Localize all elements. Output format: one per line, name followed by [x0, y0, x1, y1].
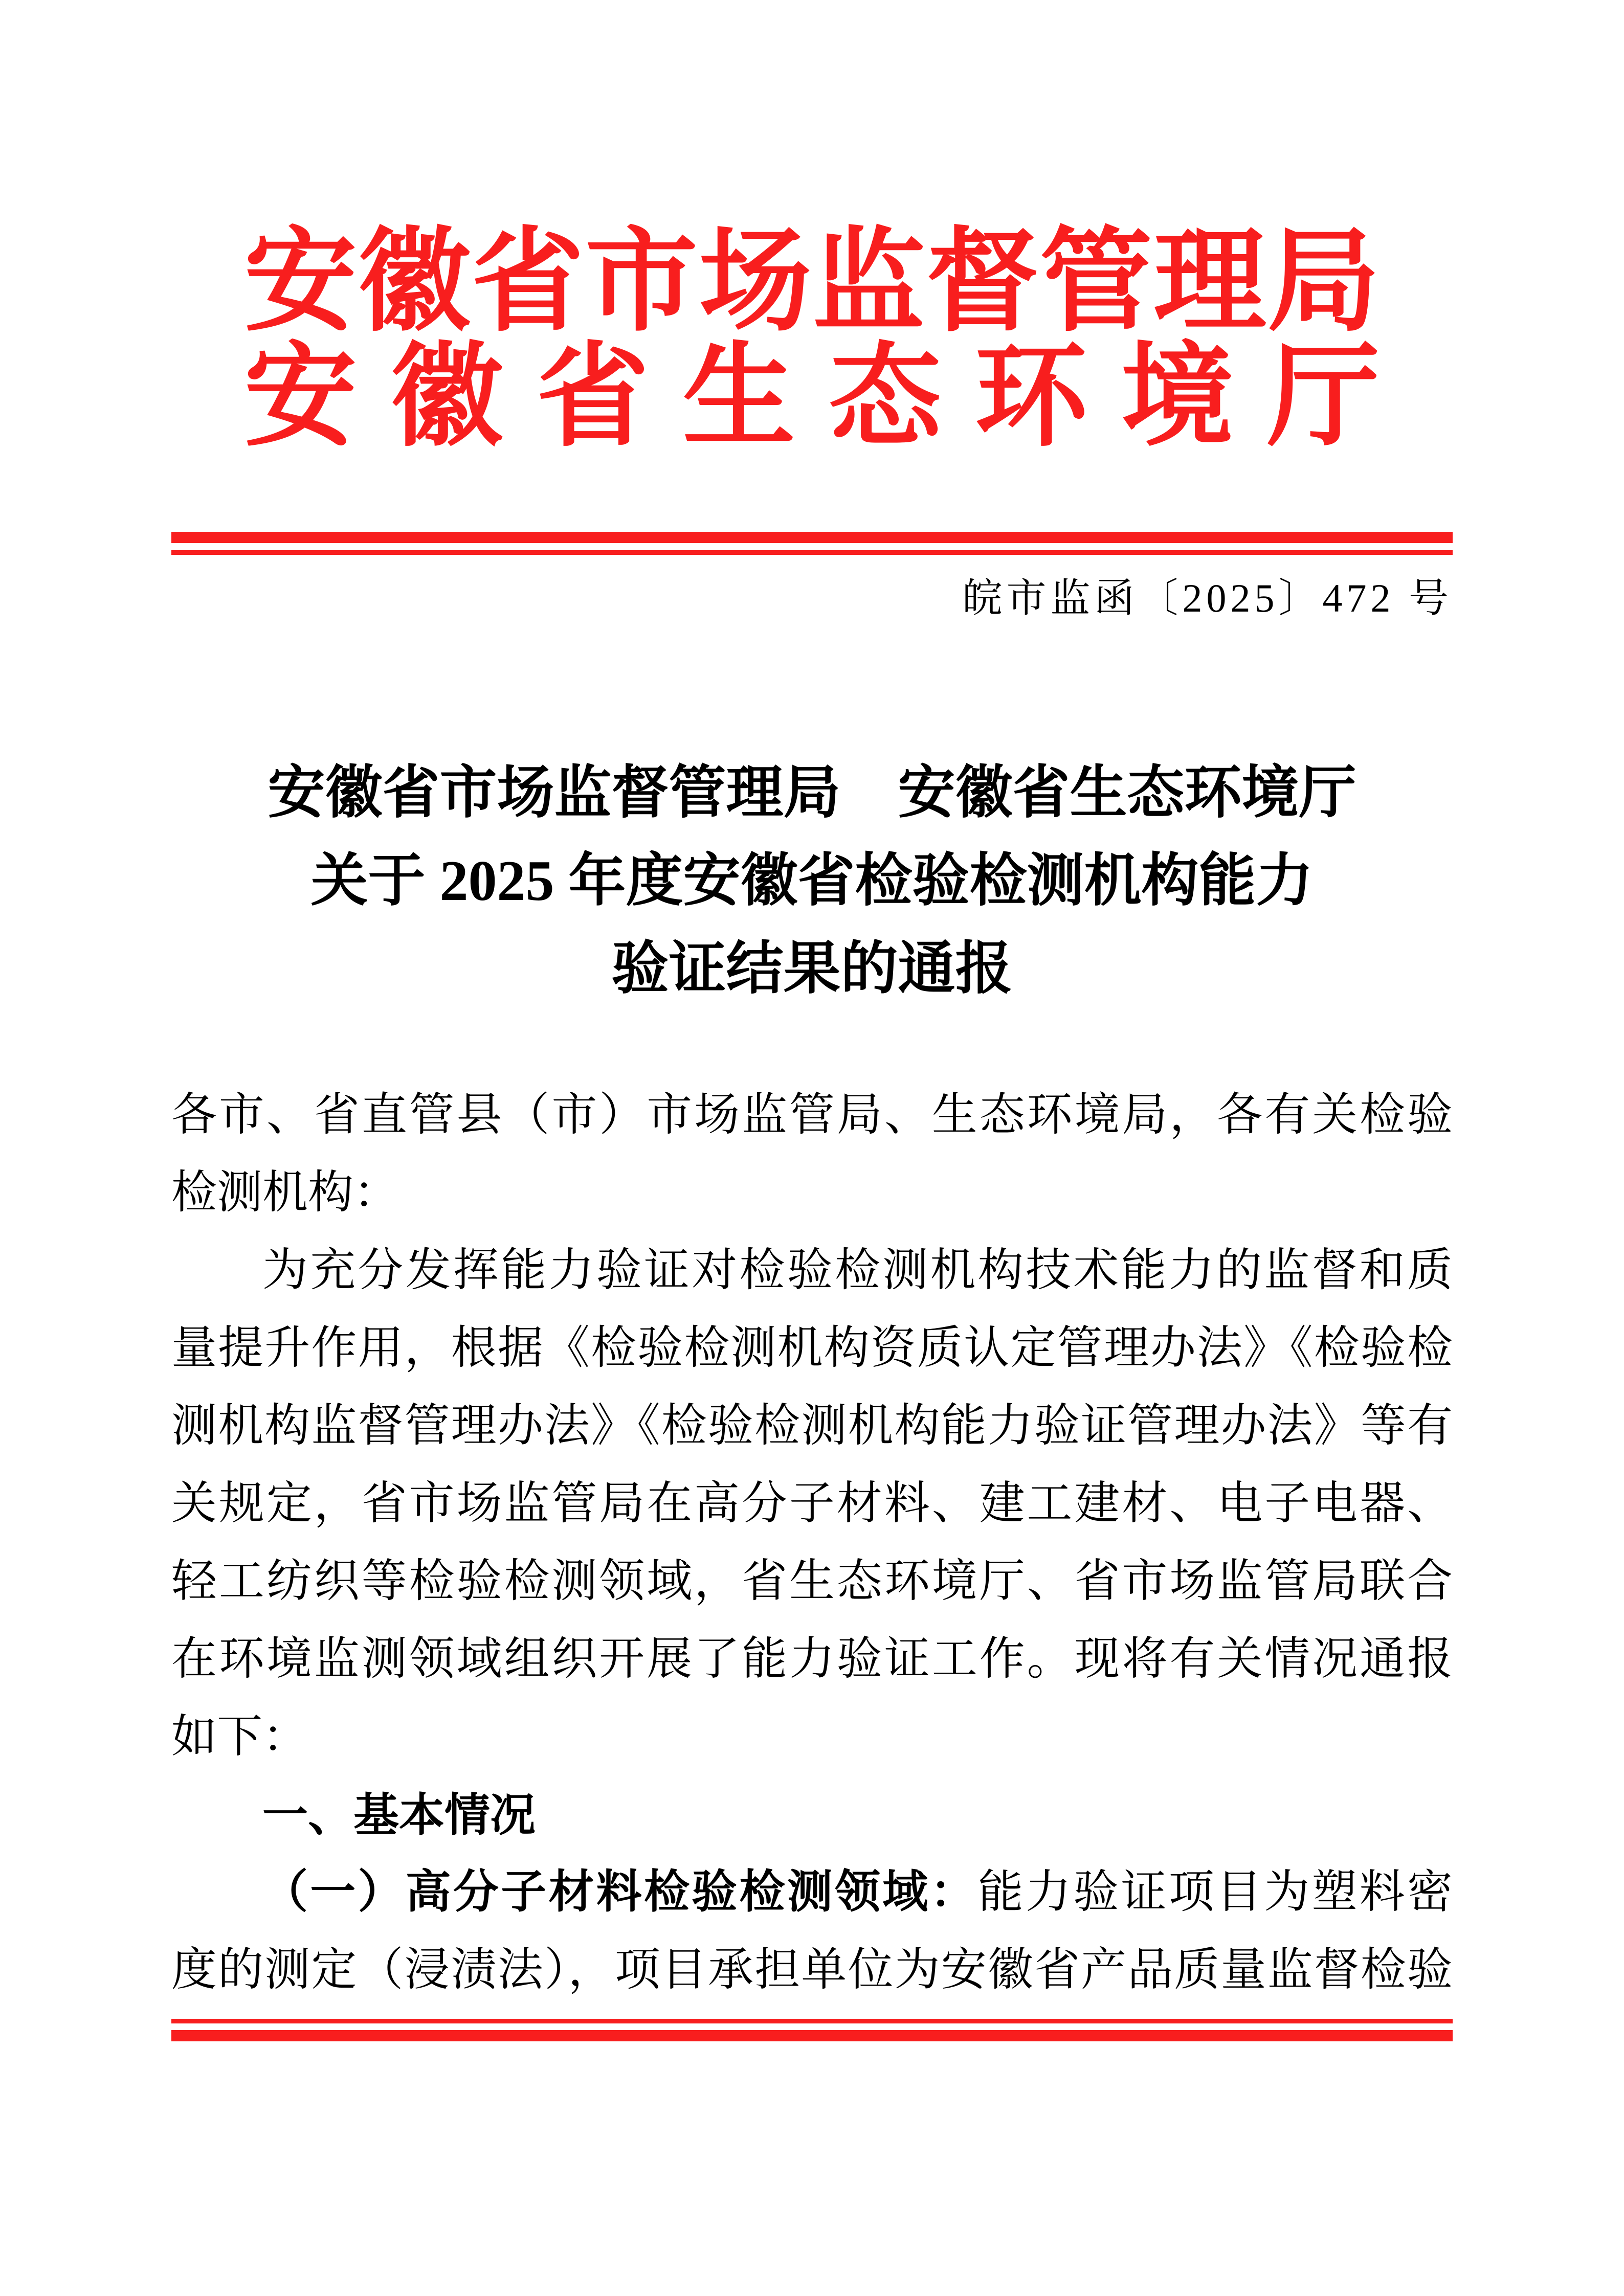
document-body: [171, 1076, 1453, 2009]
paragraph-line: 在环境监测领域组织开展了能力验证工作。现将有关情况通报: [171, 1634, 1453, 1684]
footer-divider: [171, 2019, 1453, 2041]
paragraph-line: 轻工纺织等检验检测领域，省生态环境厅、省市场监管局联合: [171, 1557, 1453, 1607]
paragraph-line: 如下：: [171, 1712, 308, 1762]
red-rule-thin: [171, 2019, 1453, 2023]
letterhead-line1: 安徽省市场监督管理局: [244, 220, 1380, 345]
paragraph-line: 为充分发挥能力验证对检验检测机构技术能力的监督和质: [262, 1246, 1453, 1296]
section-heading: 一、基本情况: [262, 1789, 536, 1840]
paragraph-line: 量提升作用，根据《检验检测机构资质认定管理办法》《检验检: [171, 1323, 1453, 1374]
item-line: 度的测定（浸渍法），项目承担单位为安徽省产品质量监督检验: [171, 1945, 1453, 1995]
red-rule-thick: [171, 2030, 1453, 2041]
document-title-line2: 关于 2025 年度安徽省检验检测机构能力: [310, 849, 1314, 913]
item-text: 能力验证项目为塑料密: [977, 1867, 1453, 1918]
paragraph-line: 关规定，省市场监管局在高分子材料、建工建材、电子电器、: [171, 1479, 1453, 1529]
red-rule-thick: [171, 532, 1453, 543]
paragraph-line: 测机构监督管理办法》《检验检测机构能力验证管理办法》等有: [171, 1401, 1453, 1451]
letterhead-line2: 安徽省生态环境厅: [244, 335, 1380, 460]
document-title: [171, 749, 1453, 1013]
item-label-bold: （一）高分子材料检验检测领域：: [262, 1867, 978, 1918]
document-title-line3: 验证结果的通报: [611, 937, 1013, 1001]
document-title-line1: 安徽省市场监督管理局 安徽省生态环境厅: [268, 761, 1356, 825]
salutation-line: 检测机构：: [171, 1168, 399, 1218]
letterhead: [244, 220, 1380, 460]
document-number: 皖市监函〔2025〕472 号: [962, 576, 1453, 620]
header-divider: [171, 532, 1453, 555]
red-rule-thin: [171, 550, 1453, 555]
item-line: [171, 1854, 1453, 1931]
salutation-line: 各市、省直管县（市）市场监管局、生态环境局，各有关检验: [171, 1090, 1453, 1140]
